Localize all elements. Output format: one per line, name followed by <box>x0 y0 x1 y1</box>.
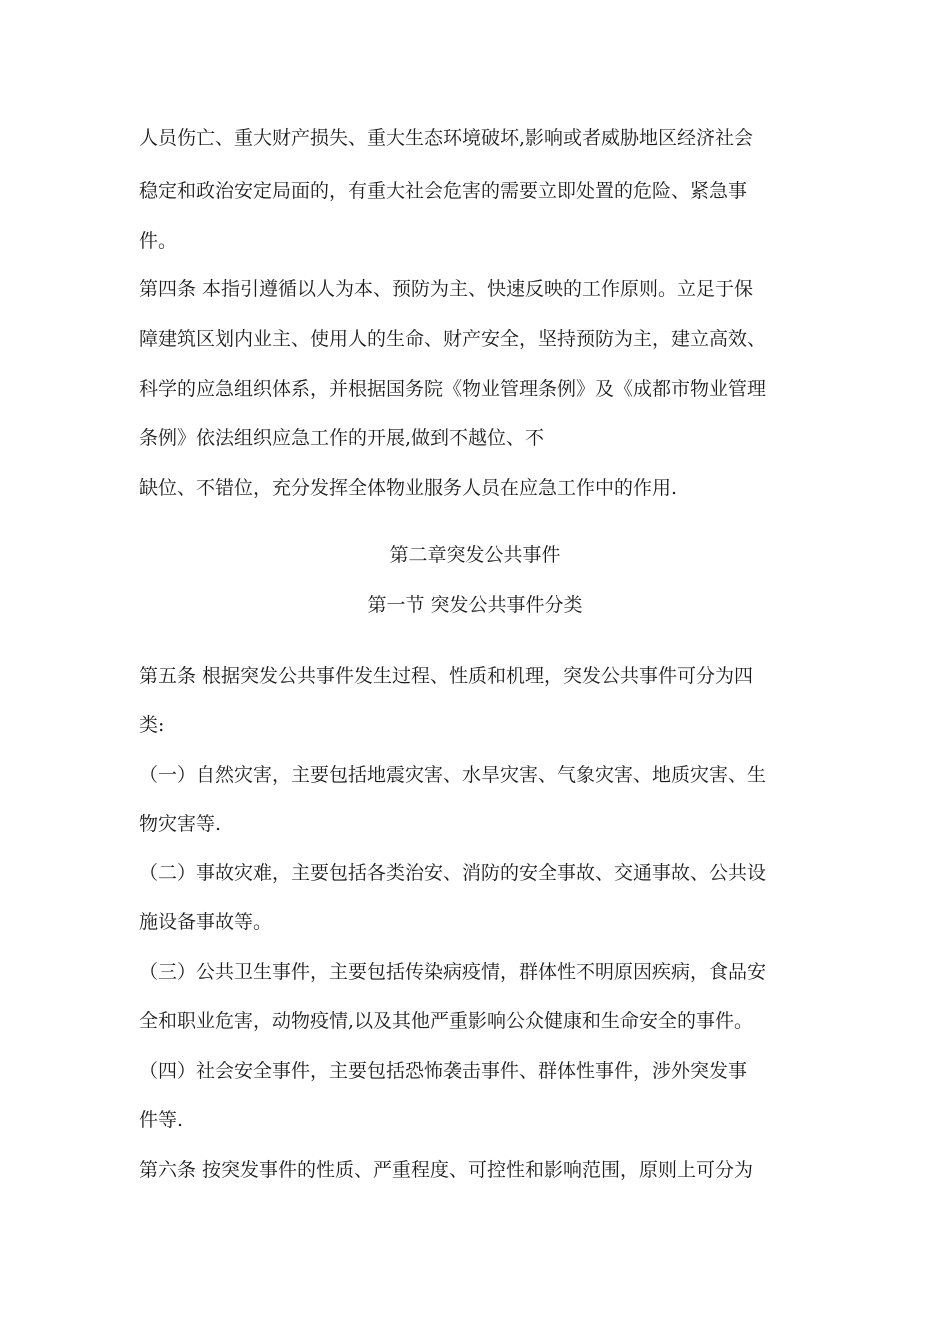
article-5-line: 第五条 根据突发公共事件发生过程、性质和机理，突发公共事件可分为四 <box>139 665 754 687</box>
body-text-line: 件。 <box>139 230 178 252</box>
article-6-line: 第六条 按突发事件的性质、严重程度、可控性和影响范围，原则上可分为 <box>139 1159 754 1181</box>
body-text-line: 科学的应急组织体系，并根据国务院《物业管理条例》及《成都市物业管理 <box>139 378 767 400</box>
body-text-line: 施设备事故等。 <box>139 911 273 933</box>
body-text-line: 稳定和政治安定局面的，有重大社会危害的需要立即处置的危险、紧急事 <box>139 180 748 202</box>
body-text-line: 障建筑区划内业主、使用人的生命、财产安全，坚持预防为主，建立高效、 <box>139 328 767 350</box>
list-item-line: （四）社会安全事件，主要包括恐怖袭击事件、群体性事件，涉外突发事 <box>139 1060 748 1082</box>
article-4-line: 第四条 本指引遵循以人为本、预防为主、快速反映的工作原则。立足于保 <box>139 278 754 300</box>
body-text-line: 物灾害等. <box>139 813 222 835</box>
chapter-heading: 第二章突发公共事件 <box>389 544 561 566</box>
body-text-line: 件等. <box>139 1109 184 1131</box>
body-text-line: 条例》依法组织应急工作的开展,做到不越位、不 <box>139 427 545 449</box>
body-text-line: 缺位、不错位，充分发挥全体物业服务人员在应急工作中的作用. <box>139 477 678 499</box>
list-item-line: （二）事故灾难，主要包括各类治安、消防的安全事故、交通事故、公共设 <box>139 862 767 884</box>
body-text-line: 类: <box>139 714 165 736</box>
body-text-line: 全和职业危害，动物疫情,以及其他严重影响公众健康和生命安全的事件。 <box>139 1010 754 1032</box>
list-item-line: （三）公共卫生事件，主要包括传染病疫情，群体性不明原因疾病，食品安 <box>139 961 767 983</box>
section-heading: 第一节 突发公共事件分类 <box>367 594 583 616</box>
list-item-line: （一）自然灾害，主要包括地震灾害、水旱灾害、气象灾害、地质灾害、生 <box>139 764 767 786</box>
body-text-line: 人员伤亡、重大财产损失、重大生态环境破坏,影响或者威胁地区经济社会 <box>139 127 754 149</box>
